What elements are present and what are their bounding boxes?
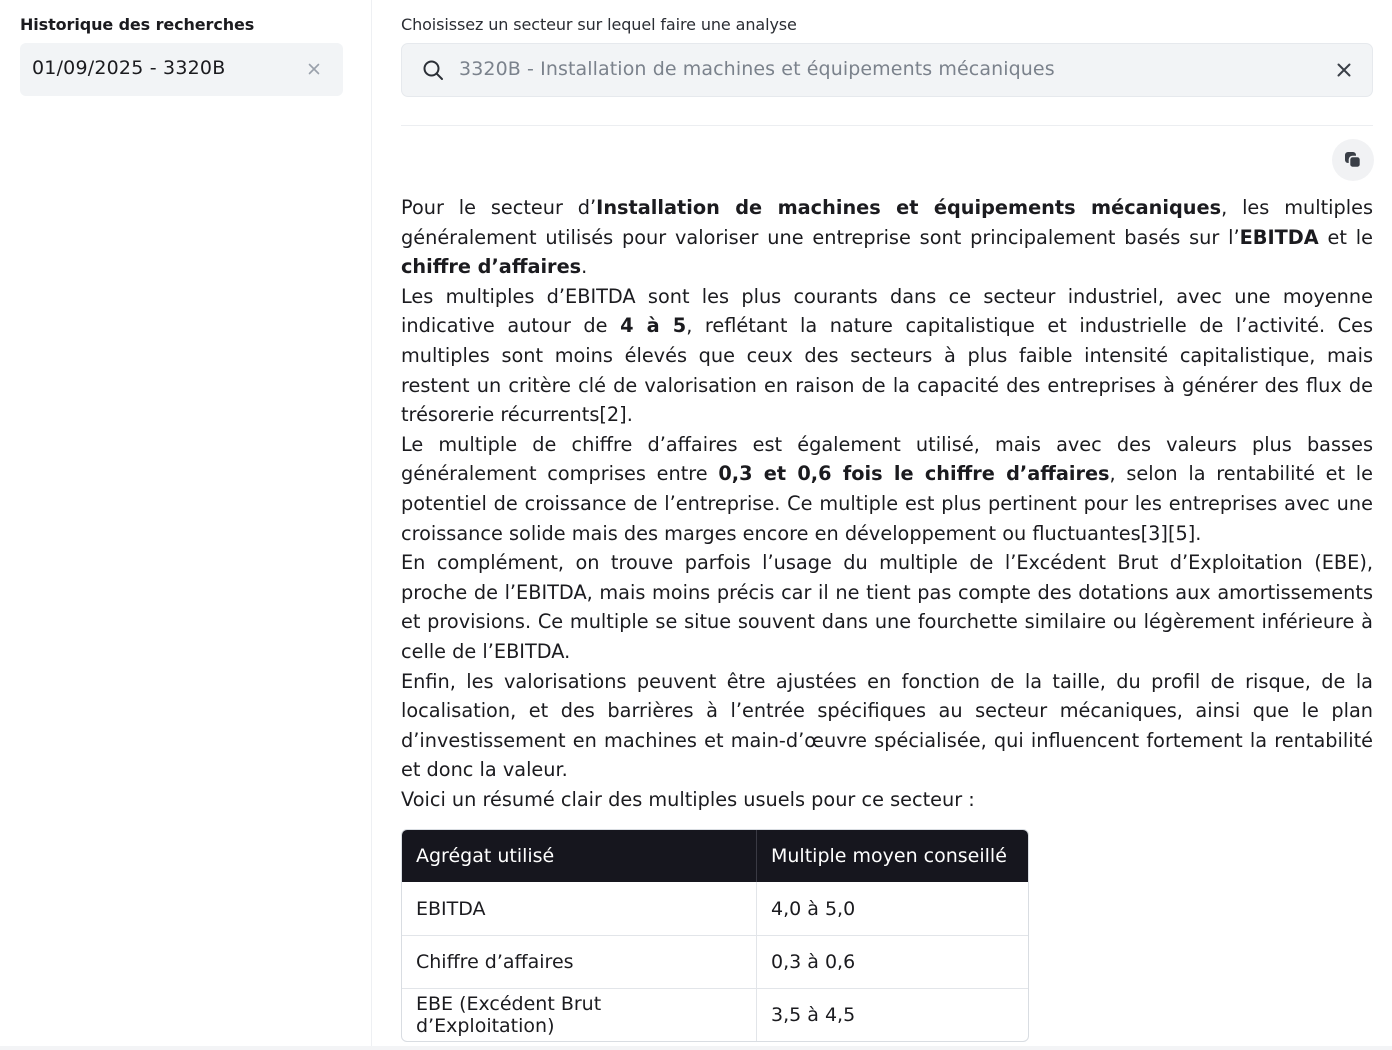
table-header-row	[402, 830, 1028, 882]
table-row	[402, 882, 1028, 935]
table-row	[402, 988, 1028, 1041]
answer-paragraph: Voici un résumé clair des multiples usuels pour ce secteur :	[401, 787, 975, 811]
divider	[401, 125, 1373, 126]
sector-search-input[interactable]	[401, 43, 1373, 97]
table-cell: EBITDA	[402, 882, 757, 935]
answer-paragraph: Le multiple de chiffre d’affaires est également utilisé, mais avec des valeurs plus basses généralement comprises entre 0,3 et 0,6 fois le chiffre d’affaires, selon la rentabilité et le potentiel de croissance de l’entreprise. Ce multiple est plus pertinent pour les entreprises avec une croissance solide mais des marges encore en développement ou fluctuantes[3][5].	[401, 432, 1373, 545]
table-header: Multiple moyen conseillé	[757, 830, 1028, 882]
history-item[interactable]	[20, 43, 343, 96]
table-cell: EBE (Excédent Brut d’Exploitation)	[402, 988, 757, 1041]
answer-paragraph: En complément, on trouve parfois l’usage du multiple de l’Excédent Brut d’Exploitation (EBE), proche de l’EBITDA, mais moins précis car il ne tient pas compte des dotations aux amortissements et provisions. Ce multiple se situe souvent dans une fourchette similaire ou légèrement inférieure à celle de l’EBITDA.	[401, 551, 1373, 663]
copy-icon	[1343, 150, 1363, 170]
answer-paragraph: Pour le secteur d’Installation de machines et équipements mécaniques, les multiples généralement utilisés pour valoriser une entreprise sont principalement basés sur l’EBITDA et le chiffre d’affaires.	[401, 196, 1373, 279]
close-icon[interactable]	[305, 60, 323, 78]
history-item-label: 01/09/2025 - 3320B	[32, 57, 226, 79]
sidebar	[0, 0, 372, 1050]
table-cell: 3,5 à 4,5	[757, 988, 1028, 1041]
analysis-answer	[401, 193, 1373, 814]
sector-search-value[interactable]: 3320B - Installation de machines et équipements mécaniques	[459, 58, 1055, 80]
sidebar-title: Historique des recherches	[20, 15, 255, 34]
answer-paragraph: Enfin, les valorisations peuvent être ajustées en fonction de la taille, du profil de risque, de la localisation, et des barrières à l’entrée spécifiques au secteur mécaniques, ainsi que le plan d’investissement en machines et main-d’œuvre spécialisée, qui influencent fortement la rentabilité et donc la valeur.	[401, 669, 1373, 782]
table-cell: 4,0 à 5,0	[771, 897, 856, 920]
search-icon	[422, 59, 444, 81]
table-row	[402, 935, 1028, 988]
table-cell: 0,3 à 0,6	[757, 935, 1028, 988]
table-cell: Chiffre d’affaires	[402, 935, 757, 988]
bottom-edge	[0, 1046, 1392, 1050]
table-header: Agrégat utilisé	[402, 830, 757, 882]
sector-prompt-label: Choisissez un secteur sur lequel faire une analyse	[401, 15, 797, 34]
copy-button[interactable]	[1332, 139, 1374, 181]
clear-search-icon[interactable]	[1334, 60, 1354, 80]
answer-paragraph: Les multiples d’EBITDA sont les plus courants dans ce secteur industriel, avec une moyenne indicative autour de 4 à 5, reflétant la nature capitalistique et industrielle de l’activité. Ces multiples sont moins élevés que ceux des secteurs à plus faible intensité capitalistique, mais restent un critère clé de valorisation en raison de la capacité des entreprises à générer des flux de trésorerie récurrents[2].	[401, 284, 1373, 427]
multiples-table	[401, 829, 1029, 1042]
